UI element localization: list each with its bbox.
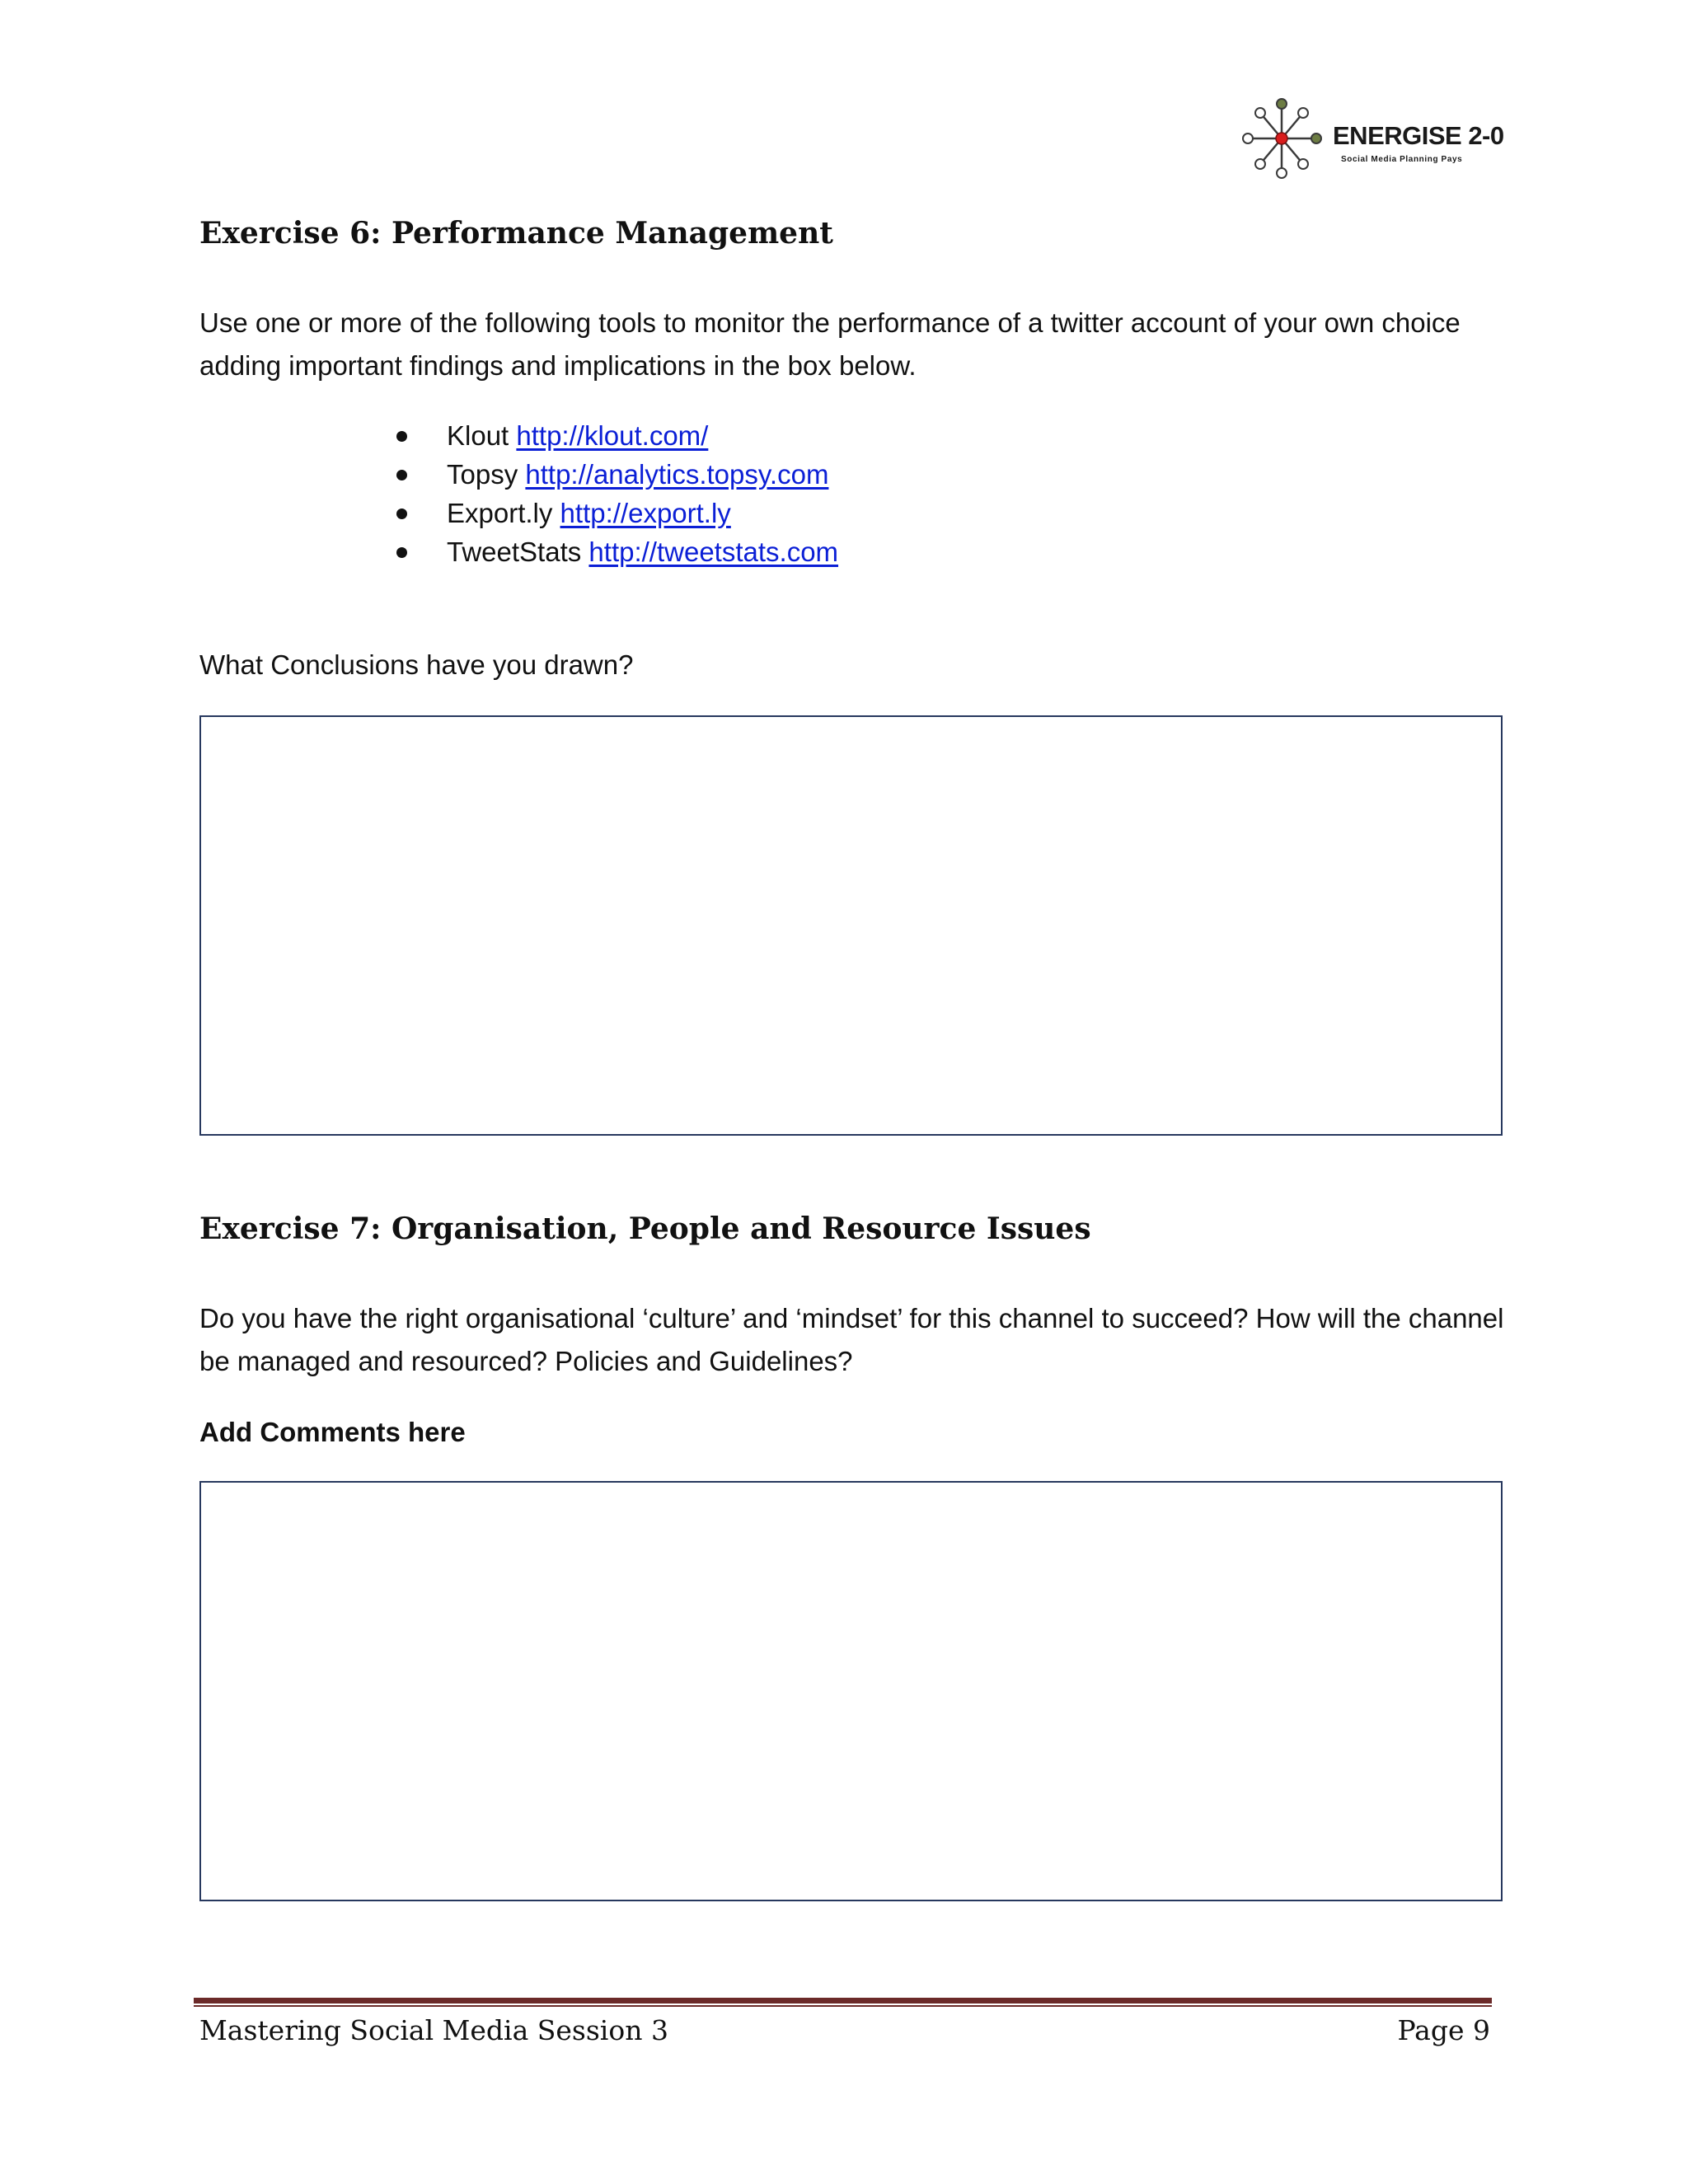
exercise-7-intro: Do you have the right organisational ‘culture’ and ‘mindset’ for this channel to succeed? How will the channel be managed and resourced? Policies and Guidelines? [199,1303,1504,1376]
bullet-icon [396,509,407,519]
logo-tagline: Social Media Planning Pays [1341,155,1463,164]
conclusions-answer-box[interactable] [199,715,1503,1136]
conclusions-question: What Conclusions have you drawn? [199,649,634,680]
bullet-icon [396,547,407,558]
network-logo-icon [1240,93,1331,188]
bullet-icon [396,431,407,442]
tool-name: Klout [447,420,509,451]
bullet-icon [396,470,407,480]
footer-page-number: Page 9 [1397,2014,1490,2046]
tool-link-topsy[interactable]: http://analytics.topsy.com [525,459,829,490]
footer-session-title: Mastering Social Media Session 3 [199,2014,668,2046]
footer-divider [194,1998,1492,2008]
tool-link-exportly[interactable]: http://export.ly [560,498,731,528]
list-item [392,494,838,532]
logo-name: ENERGISE 2-0 [1333,121,1504,150]
add-comments-label: Add Comments here [199,1417,466,1447]
tool-link-klout[interactable]: http://klout.com/ [516,420,709,451]
comments-answer-box[interactable] [199,1481,1503,1901]
tool-name: TweetStats [447,537,582,567]
list-item [392,532,838,571]
tool-name: Topsy [447,459,518,490]
tool-name: Export.ly [447,498,553,528]
exercise-6-intro: Use one or more of the following tools to monitor the performance of a twitter account of your own choice adding important findings and implications in the box below. [199,307,1461,381]
exercise-6-heading: Exercise 6: Performance Management [199,216,833,251]
tool-list [392,416,838,571]
list-item [392,416,838,455]
tool-link-tweetstats[interactable]: http://tweetstats.com [588,537,839,567]
list-item [392,455,838,494]
exercise-7-heading: Exercise 7: Organisation, People and Resource Issues [199,1212,1091,1246]
energise-logo [1240,93,1504,188]
